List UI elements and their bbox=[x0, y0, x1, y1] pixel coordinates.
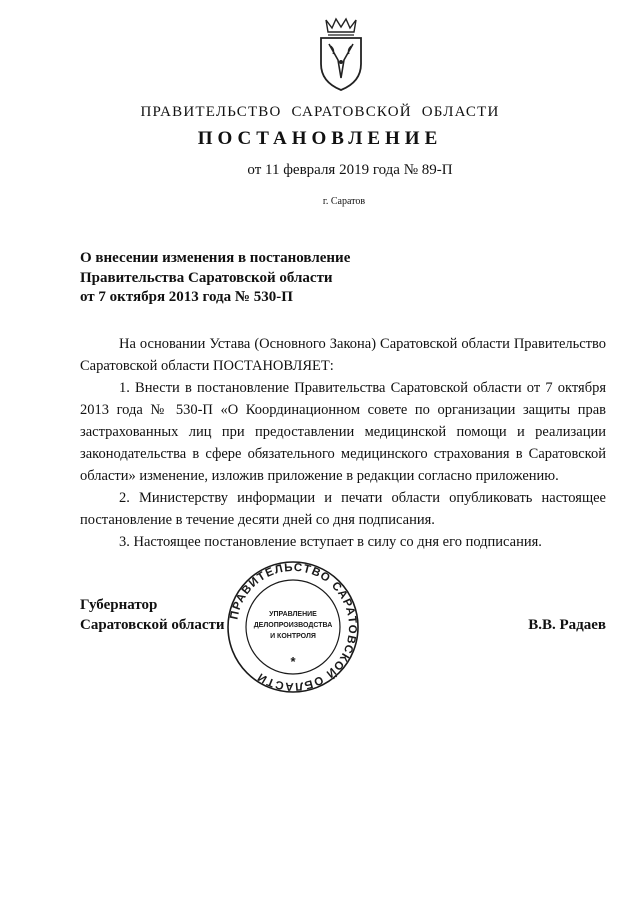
stamp-inner-line: УПРАВЛЕНИЕ bbox=[269, 611, 317, 618]
body-paragraph: 2. Министерству информации и печати области опубликовать настоящее постановление в течение десяти дней со дня подписания. bbox=[80, 490, 606, 528]
government-name: ПРАВИТЕЛЬСТВО САРАТОВСКОЙ ОБЛАСТИ bbox=[140, 104, 500, 120]
document-body bbox=[80, 333, 606, 553]
signatory-title-line: Губернатор bbox=[80, 597, 158, 613]
stamp-outer-text-path: ПРАВИТЕЛЬСТВО САРАТОВСКОЙ ОБЛАСТИ bbox=[228, 561, 359, 693]
subject-line: О внесении изменения в постановление bbox=[80, 250, 351, 266]
official-seal-stamp bbox=[226, 560, 360, 694]
subject-line: Правительства Саратовской области bbox=[80, 269, 333, 286]
document-subject bbox=[80, 249, 410, 308]
body-paragraph: На основании Устава (Основного Закона) Саратовской области Правительство Саратовской области ПОСТАНОВЛЯЕТ: bbox=[80, 336, 606, 374]
stamp-inner-line: И КОНТРОЛЯ bbox=[270, 633, 316, 640]
coat-of-arms-icon bbox=[318, 16, 364, 92]
body-paragraph: 1. Внести в постановление Правительства Саратовской области от 7 октября 2013 года № 530-П «О Координационном совете по организации защиты прав застрахованных лиц при предоставлении медицинской помощи и реализации законодательства в сфере обязательного медицинского страхования в Саратовской области» изменение, изложив приложение в редакции согласно приложению. bbox=[80, 380, 606, 484]
document-type: ПОСТАНОВЛЕНИЕ bbox=[197, 128, 443, 149]
subject-line: от 7 октября 2013 года № 530-П bbox=[80, 289, 293, 305]
document-city: г. Саратов bbox=[322, 196, 366, 207]
body-paragraph: 3. Настоящее постановление вступает в силу со дня его подписания. bbox=[119, 534, 542, 550]
signatory-name: В.В. Радаев bbox=[528, 617, 606, 633]
document-date: от 11 февраля 2019 года № 89-П bbox=[247, 162, 453, 178]
stamp-inner-line: ДЕЛОПРОИЗВОДСТВА bbox=[253, 622, 333, 629]
signatory-title-line: Саратовской области bbox=[80, 617, 225, 633]
stamp-star-icon: * bbox=[290, 654, 296, 669]
